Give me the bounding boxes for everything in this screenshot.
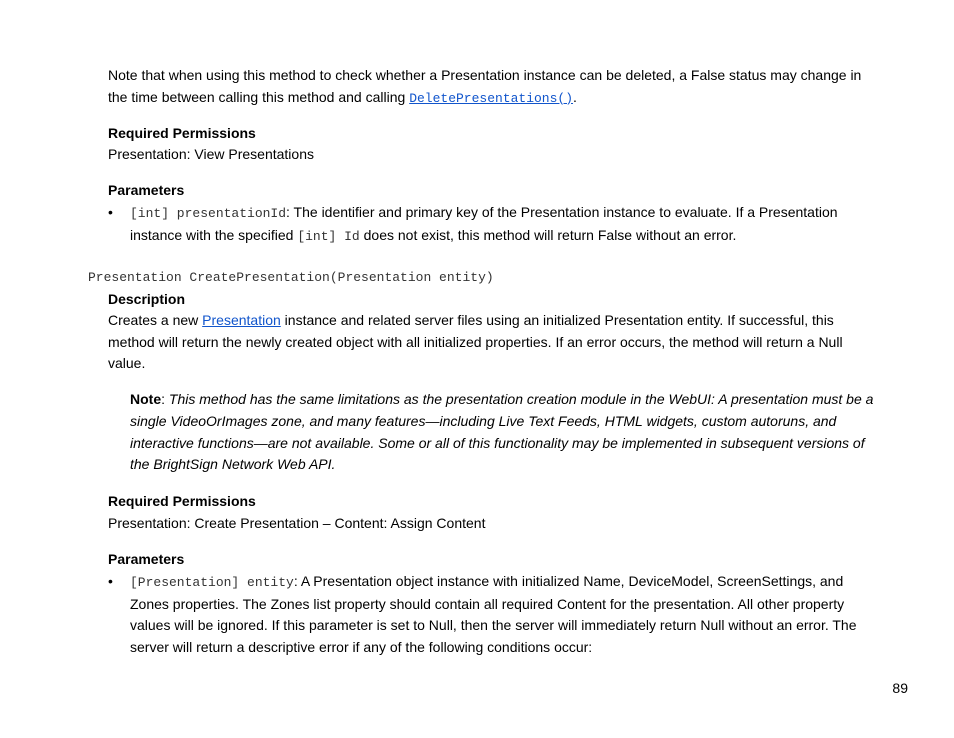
description-paragraph <box>108 310 878 375</box>
param-code-presentation-id: [int] presentationId <box>130 206 287 221</box>
required-permissions-text-2: Presentation: Create Presentation – Content: Assign Content <box>108 515 486 531</box>
description-text-1: Creates a new <box>108 312 203 328</box>
description-heading: Description <box>108 291 186 307</box>
parameter-item-presentation-id <box>108 202 878 247</box>
param-text-1: : The identifier and primary key of the Presentation instance to evaluate. If a Presentation instance with the specified <box>130 204 838 243</box>
parameter-item-entity <box>108 571 878 658</box>
required-permissions-text-1: Presentation: View Presentations <box>108 146 314 162</box>
required-permissions-heading-1: Required Permissions <box>108 125 256 141</box>
description-text-2: instance and related server files using an initialized Presentation entity. If successful, this method will return the newly created object with all initialized properties. If an error occurs, the method will return a Null value. <box>108 312 843 371</box>
required-permissions-heading-2: Required Permissions <box>108 493 256 509</box>
parameters-heading-2: Parameters <box>108 551 185 567</box>
presentation-link[interactable]: Presentation <box>202 312 281 328</box>
intro-text-1: Note that when using this method to check whether a Presentation instance can be deleted, a False status may change in the time between calling this method and calling <box>108 67 862 105</box>
note-colon: : <box>161 391 169 407</box>
method-signature: Presentation CreatePresentation(Presentation entity) <box>88 270 494 285</box>
intro-paragraph <box>108 65 878 109</box>
delete-presentations-link[interactable]: DeletePresentations() <box>409 90 574 106</box>
bullet-icon: • <box>108 204 113 220</box>
param-code-int-id: [int] Id <box>297 228 360 244</box>
page-number: 89 <box>892 680 908 696</box>
note-text: This method has the same limitations as the presentation creation module in the WebUI: A presentation must be a single VideoOrImages zone, and many features—including Live Text Feeds, HTML widgets, custom autoruns, and interactive functions—are not available. Some or all of this functionality may be implemented in subsequent versions of the BrightSign Network Web API. <box>130 391 874 473</box>
param-text-entity: : A Presentation object instance with initialized Name, DeviceModel, ScreenSettings, and Zones properties. The Zones list property should contain all required Content for the presentation. All other property values will be ignored. If this parameter is set to Null, then the server will immediately return Null without an error. The server will return a descriptive error if any of the following conditions occur: <box>130 573 857 655</box>
note-paragraph <box>130 389 875 476</box>
bullet-icon: • <box>108 573 113 589</box>
intro-text-2: . <box>573 88 577 105</box>
note-label: Note <box>130 391 162 407</box>
parameters-heading-1: Parameters <box>108 182 185 198</box>
param-text-2: does not exist, this method will return False without an error. <box>359 226 737 243</box>
param-code-entity: [Presentation] entity <box>130 575 294 590</box>
parameters-list-2 <box>108 571 878 658</box>
parameters-list-1 <box>108 202 878 247</box>
